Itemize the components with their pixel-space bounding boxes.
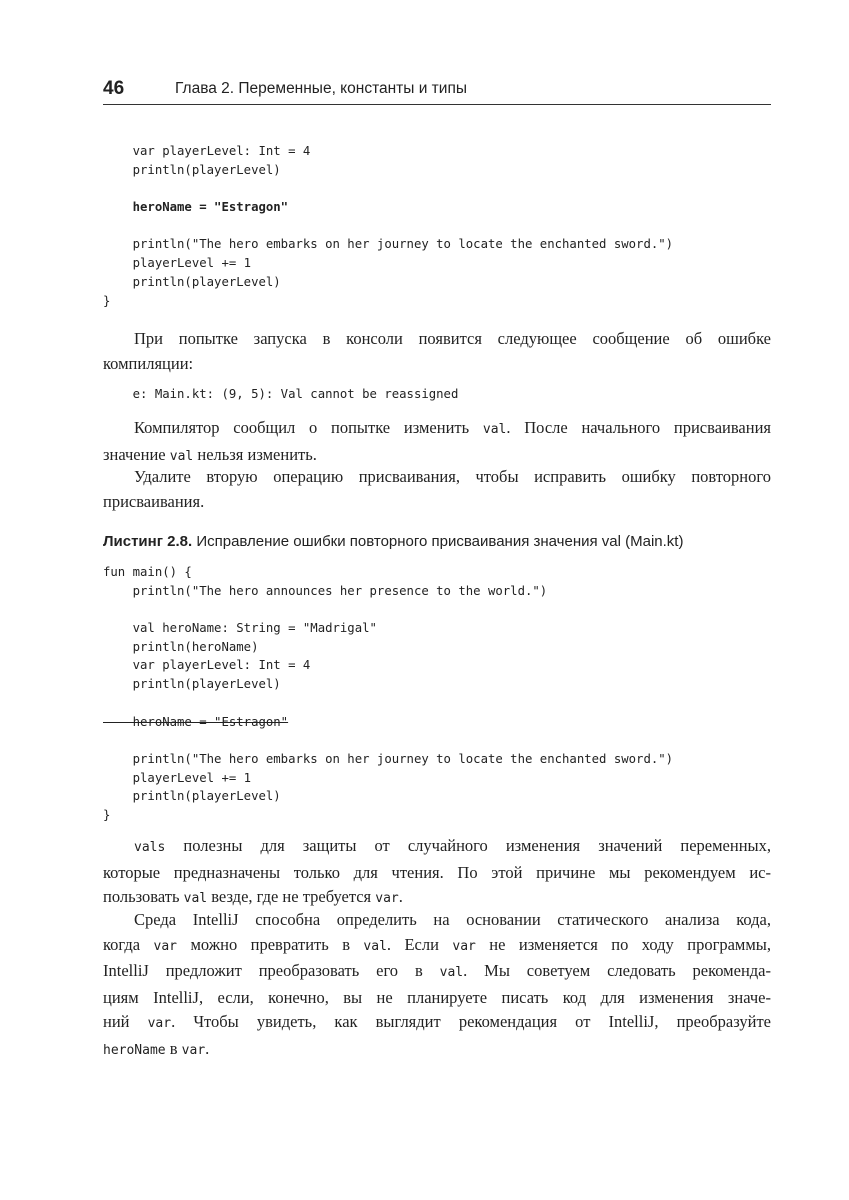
code-line: println(playerLevel)	[103, 677, 281, 692]
code-line: }	[103, 293, 111, 308]
paragraph-remove-assignment	[103, 465, 771, 514]
text-line	[103, 933, 771, 960]
paragraph-compile-error	[103, 327, 771, 376]
text-line: При попытке запуска в консоли появится следующее сообщение об ошибке	[134, 329, 771, 348]
listing-title: Исправление ошибки повторного присваивания значения val	[196, 533, 621, 550]
text-run: полезны для защиты от случайного изменения значений переменных,	[165, 836, 771, 855]
code-line: fun main() {	[103, 565, 192, 579]
code-block-top	[103, 142, 673, 310]
text-run: . Чтобы увидеть, как выглядит рекомендация от IntelliJ, преобразуйте	[171, 1012, 771, 1032]
text-line	[103, 834, 771, 861]
paragraph-intellij	[103, 908, 771, 1064]
chapter-title: Глава 2. Переменные, константы и типы	[175, 80, 467, 97]
listing-label: Листинг 2.8.	[103, 533, 193, 550]
text-line: которые предназначены только для чтения. По этой причине мы рекомендуем ис-	[103, 862, 771, 882]
code-line: println(heroName)	[103, 639, 259, 654]
inline-code: var	[452, 938, 476, 954]
text-run: . Если	[386, 934, 453, 954]
text-run: пользовать	[103, 887, 184, 907]
inline-code: var	[181, 1042, 206, 1058]
inline-code: val	[183, 891, 208, 907]
text-run: нельзя изменить.	[193, 444, 317, 464]
code-line: val heroName: String = "Madrigal"	[103, 621, 377, 636]
text-run: .	[398, 887, 403, 907]
inline-code: var	[153, 938, 178, 954]
text-line: компиляции:	[103, 353, 194, 373]
code-line	[103, 731, 673, 750]
error-message-block	[103, 385, 458, 404]
code-line	[103, 694, 673, 713]
inline-code: var	[375, 891, 399, 907]
code-line: var playerLevel: Int = 4	[103, 658, 311, 673]
running-header	[103, 78, 771, 105]
paragraph-compiler-message	[103, 416, 771, 469]
code-line-highlighted: heroName = "Estragon"	[103, 200, 289, 215]
inline-code: vals	[134, 840, 166, 855]
listing-file: (Main.kt)	[625, 533, 684, 550]
text-line: циям IntelliJ, если, конечно, вы не планируете писать код для изменения значе-	[103, 987, 771, 1007]
code-line: println("The hero embarks on her journey to locate the enchanted sword.")	[103, 751, 674, 766]
paragraph-vals-usage	[103, 834, 771, 912]
text-run: Компилятор сообщил о попытке изменить	[134, 418, 483, 437]
text-run: .	[205, 1038, 210, 1058]
inline-code: var	[147, 1016, 172, 1032]
code-line	[103, 179, 673, 198]
text-line: Среда IntelliJ способна определить на основании статического анализа кода,	[134, 910, 771, 929]
code-line: println(playerLevel)	[103, 162, 281, 177]
code-line	[103, 600, 673, 619]
text-line: присваивания.	[103, 491, 205, 511]
text-run: . После начального присваивания	[506, 418, 771, 437]
text-run: в	[165, 1038, 182, 1058]
inline-code: val	[439, 965, 464, 981]
text-run: не изменяется по ходу программы,	[475, 934, 772, 954]
code-line: println(playerLevel)	[103, 274, 281, 289]
text-line	[103, 1037, 771, 1064]
text-run: ний	[103, 1012, 148, 1032]
error-message: e: Main.kt: (9, 5): Val cannot be reassigned	[103, 387, 459, 401]
code-listing-2-8	[103, 563, 673, 825]
text-run: когда	[103, 934, 154, 954]
inline-code: heroName	[103, 1042, 166, 1058]
text-run: значение	[103, 444, 170, 464]
text-line	[103, 1010, 771, 1037]
code-line	[103, 217, 673, 236]
code-line: println("The hero embarks on her journey to locate the enchanted sword.")	[103, 237, 674, 252]
text-run: . Мы советуем следовать рекоменда-	[463, 961, 771, 981]
inline-code: val	[169, 448, 194, 464]
code-line: }	[103, 807, 111, 822]
listing-caption	[103, 533, 683, 550]
text-line	[103, 416, 771, 443]
page-number: 46	[103, 78, 125, 99]
inline-code: val	[482, 422, 507, 437]
text-line	[103, 959, 771, 986]
text-run: можно превратить в	[177, 934, 364, 954]
inline-code: val	[363, 938, 387, 954]
code-line: playerLevel += 1	[103, 256, 252, 271]
code-line: println("The hero announces her presence to the world.")	[103, 583, 548, 598]
code-line: playerLevel += 1	[103, 770, 252, 785]
text-line: Удалите вторую операцию присваивания, чтобы исправить ошибку повторного	[134, 467, 771, 486]
code-line: println(playerLevel)	[103, 789, 281, 804]
code-line-struck: heroName = "Estragon"	[103, 714, 289, 729]
text-run: IntelliJ предложит преобразовать его в	[103, 961, 440, 981]
text-run: везде, где не требуется	[207, 887, 376, 907]
code-line: var playerLevel: Int = 4	[103, 144, 311, 158]
